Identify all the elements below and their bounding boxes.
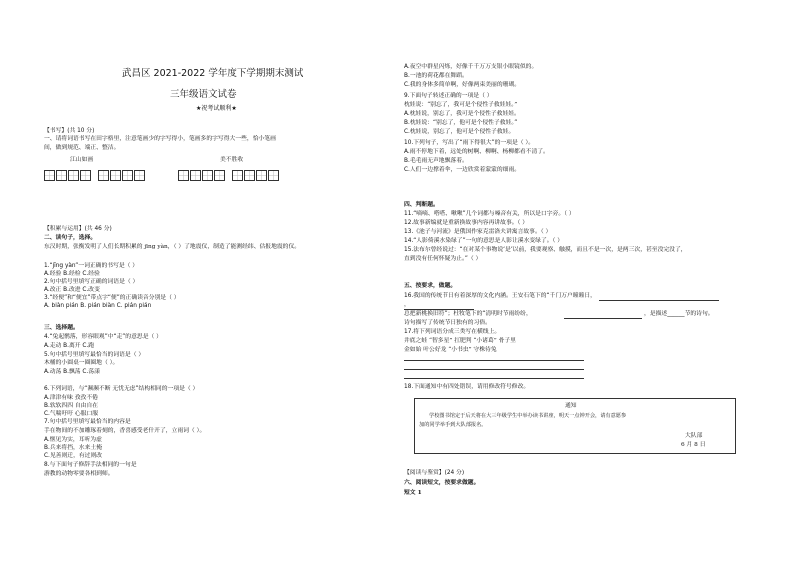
text-line: C.人们一边撑着伞，一边欣赏着蒙蒙的细雨。 <box>404 167 521 173</box>
text-line: A.动荡 B.飘荡 C.荡漾 <box>44 369 100 375</box>
text-line: ，是描述______节的诗句。 <box>644 311 714 317</box>
text-line: 11.“嘀嘀、嗒嗒、啾啾”几个词都与嗓音有关，所以是口字旁。（ ） <box>404 211 575 217</box>
notice-signature: 大队部 <box>685 433 703 439</box>
answer-line <box>404 378 584 379</box>
text-line: C.见善则迁，有过则改 <box>44 453 103 459</box>
text-line: 总把新桃换旧符”；杜牧笔下的“清明时节雨纷纷， <box>404 311 532 317</box>
text-line: 13.《池子与河流》是俄国作家克雷洛夫讲寓言故事。（ ） <box>404 229 552 235</box>
text-line: 一、请将词语书写在田字格里，注意笔画少的字写得小，笔画多的字写得大一些，恰小笔画 <box>44 136 276 142</box>
text-line: 东汉时期，张衡发明了人们长期积累的 jīng yàn，（ ）了地震仪，制造了能测经纬、估报地震的仪。 <box>44 244 301 250</box>
exam-subtitle: 三年级语文试卷 <box>170 89 237 100</box>
answer-line <box>599 300 719 301</box>
grid-cell <box>190 170 201 181</box>
text-line: 6.下列词语，与“濒濒不断 无忧无虑”结构相同的一项是（ ） <box>44 386 199 392</box>
text-line: 诗句描写了传统节日独有的习俗。 <box>404 320 491 326</box>
text-line: A.改正 B.改进 C.改变 <box>44 287 100 293</box>
text-line: 4.“兔起鹘落，形容眼观”中“走”的意思是（ ） <box>44 334 162 340</box>
text-line: 3.“经便”和“便宜”带点字“便”的正确读音分别是（ ） <box>44 295 180 301</box>
text-line: B.毛毛雨无声地飘落着。 <box>404 158 468 164</box>
notice-body-2: 加的同学举手到大队部报名。 <box>419 422 487 428</box>
answer-line <box>404 369 584 370</box>
grid-cell <box>178 170 189 181</box>
text-line: 木桶的小圆桌一圈圈地（ ）。 <box>44 360 119 366</box>
notice-box <box>414 398 736 454</box>
grid-cell <box>44 170 55 181</box>
text-line: C.我的身体多简单啊，好像两束美丽的珊瑚。 <box>404 82 521 88</box>
text-line: 短文 1 <box>404 490 422 496</box>
grid-cell <box>202 170 213 181</box>
text-line: A. biàn pián B. pián biàn C. pián pián <box>44 303 152 309</box>
text-line: B.兵来将挡，水来土掩 <box>44 445 102 451</box>
writing-grid-right <box>178 170 280 181</box>
text-line: 【阅读与鉴赏】(24 分) <box>404 470 465 476</box>
text-line: 手在物间的不加雕琢着刻的，香喜感受老什开了，立雨词（ ）。 <box>44 428 206 434</box>
text-line: 10.下列句子，写出了“雨下得很大”的一项是（ ）。 <box>404 140 535 146</box>
text-line: A.枕娃说，别忘了，我可是个侵性子救娃娃。 <box>404 111 520 117</box>
notice-heading: 通知 <box>565 403 577 409</box>
text-line: 5.句中括号里填写最恰当的词语是（ ） <box>44 352 145 358</box>
text-line: 2.句中括号里填写正确的词语是（ ） <box>44 279 139 285</box>
text-line: 直到没有任何怀疑为止。”（ ） <box>404 256 482 262</box>
text-line: 14.“人影倚溪水染绿了”一句的意思是人影让溪水变绿了。（ ） <box>404 238 564 244</box>
text-line: 1.“jīng yàn”一词正确的书写是（ ） <box>44 263 139 269</box>
text-line: 二、读句子，选择。 <box>44 235 97 241</box>
text-line: 9.下面句子转述正确的一项是（ ） <box>404 93 493 99</box>
text-line: 17.将下列词语分成三类写在横线上。 <box>404 329 501 335</box>
answer-line <box>404 360 584 361</box>
grid-cell <box>232 170 243 181</box>
text-line: A.夜空中群星闪烁，好像千千万万支银小眼镜似的。 <box>404 64 538 70</box>
text-line: A.走动 B.离开 C.跑 <box>44 343 95 349</box>
text-line: A.经验 B.经检 C.经验 <box>44 271 100 277</box>
text-line: A.雨不停地下着，远处的树啊、柳啊、杨柳都看不清了。 <box>404 149 549 155</box>
text-line: 7.句中括号里填写最恰当的内容是 <box>44 419 131 425</box>
text-line: ， <box>404 302 410 308</box>
text-line: 15.法布尔曾经说过：“在对某个事物说‘是’以前，我要观察、触摸，而且不是一次，是两三次，甚至没完没了， <box>404 247 687 253</box>
text-line: A.津津有味 孜孜不倦 <box>44 395 98 401</box>
answer-line <box>404 309 474 310</box>
text-line: 六、阅读短文，按要求做题。 <box>404 480 480 486</box>
text-line: B.软软四四 自由自在 <box>44 403 99 409</box>
grid-cell <box>56 170 67 181</box>
copy-word-1: 江山如画 <box>70 157 94 163</box>
exam-title: 武昌区 2021-2022 学年度下学期期末测试 <box>122 68 304 79</box>
text-line: 间，做到规范、端正、整洁。 <box>44 145 120 151</box>
writing-grid-left <box>44 170 146 181</box>
notice-body-1: 学校图书馆定于后天将在大三年级学生中举办读书讲座，明天一点钟开会，请有意愿参 <box>429 413 627 419</box>
text-line: C.气喘吁吁 心服口服 <box>44 411 99 417</box>
text-line: 12.故事新编就是重新换故事内容再讲故事。（ ） <box>404 220 529 226</box>
text-line: 游教的动物零要各相到师。 <box>44 471 114 477</box>
grid-cell <box>98 170 109 181</box>
text-line: 18.下面通知中有四处错误，请用修改符号修改。 <box>404 384 530 390</box>
grid-cell <box>244 170 255 181</box>
text-line: 枕娃说：“别忘了，我可是个侵性子救娃娃。” <box>404 102 518 108</box>
text-line: 井底之蛙 “智多星” 扛肥判 “小诸葛” 骨子里 <box>404 338 516 344</box>
text-line: 8.与下面句子修辞手法相同的一句是 <box>44 462 137 468</box>
answer-line <box>564 318 642 319</box>
text-line: C.枕娃说，别忘了，他可是个侵性子救娃。 <box>404 129 515 135</box>
text-line: 【书写】(共 10 分) <box>44 128 95 134</box>
grid-cell <box>68 170 79 181</box>
exam-note: ★祝考试顺利★ <box>196 105 237 112</box>
grid-cell <box>134 170 145 181</box>
grid-cell <box>110 170 121 181</box>
text-line: 【积累与运用】(共 46 分) <box>44 226 112 232</box>
grid-cell <box>256 170 267 181</box>
text-line: 金如始 叶公好龙 “小书虫” 守株待兔 <box>404 347 497 353</box>
grid-cell <box>268 170 279 181</box>
grid-cell <box>214 170 225 181</box>
text-line: 五、按要求，做题。 <box>404 283 457 289</box>
text-line: 16.我国的传统节日有着深厚的文化内涵。王安石笔下的“千门万户曈曈日， <box>404 293 596 299</box>
grid-cell <box>80 170 91 181</box>
text-line: 四、判断题。 <box>404 202 439 208</box>
text-line: A.惬见为实，耳听为虚 <box>44 437 102 443</box>
text-line: B.枕娃说：“别忘了，他可是个侵性子救娃。” <box>404 120 518 126</box>
text-line: B.一池的荷花都在舞蹈。 <box>404 73 468 79</box>
notice-date: 6 月 8 日 <box>681 442 706 448</box>
text-line: 三、选择题。 <box>44 325 79 331</box>
copy-word-2: 美不胜收 <box>220 157 244 163</box>
grid-cell <box>122 170 133 181</box>
